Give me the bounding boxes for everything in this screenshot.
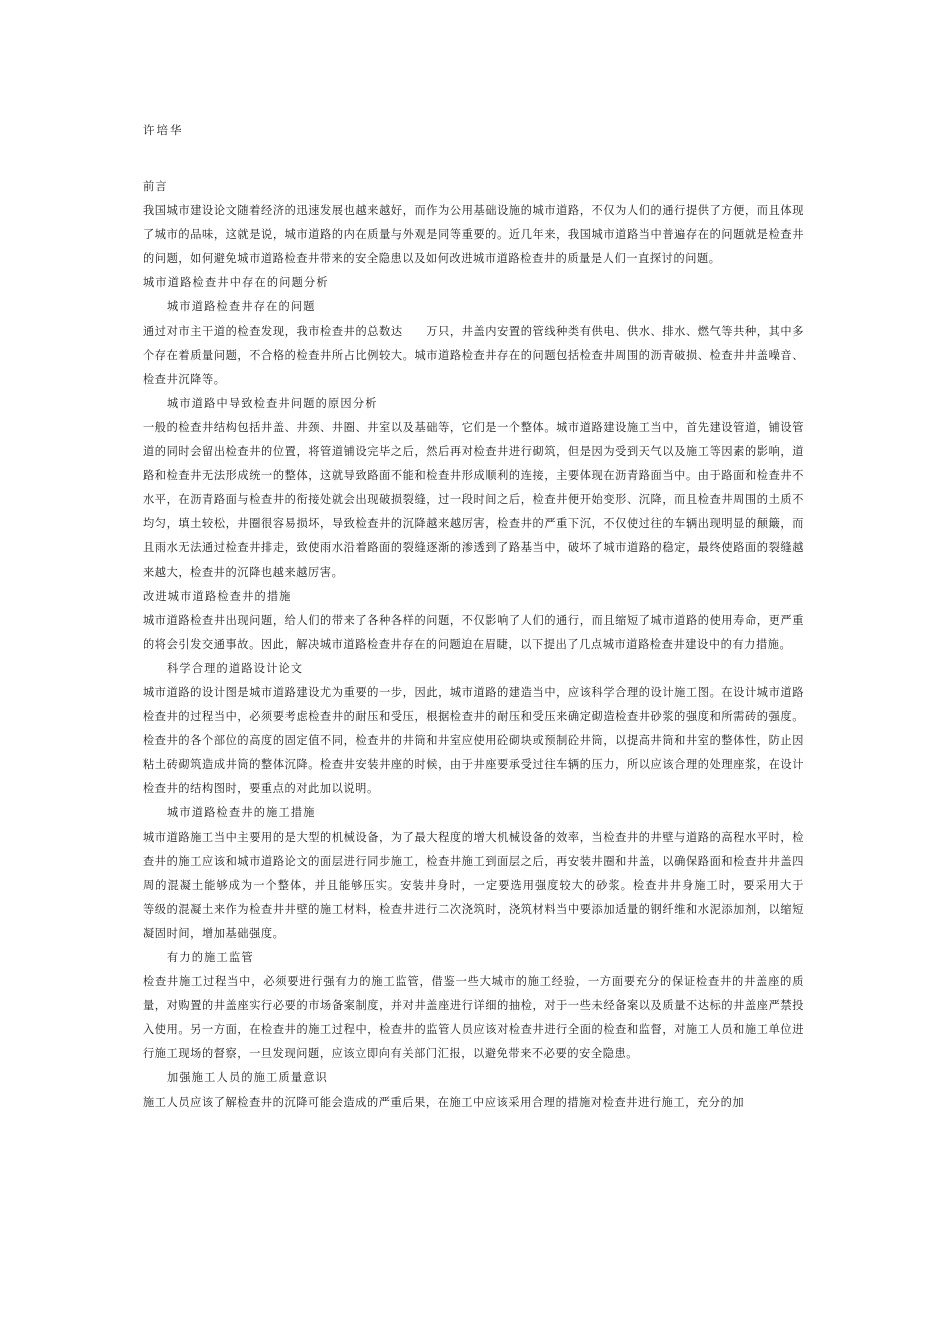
supervision-subheading: 有力的施工监管 [167,951,254,964]
causes-paragraph: 一般的检查井结构包括井盖、井颈、井圈、井室以及基础等，它们是一个整体。城市道路建设施工当中，首先建设管道，铺设管道的同时会留出检查井的位置，将管道铺设完毕之后，然后再对检查井进行砌筑，但是因为受到天气以及施工等因素的影响，道路和检查井无法形成统一的整体，这就导致路面不能和检查井形成顺利的连接，主要体现在沥青路面当中。由于路面和检查井不水平，在沥青路面与检查井的衔接处就会出现破损裂缝，过一段时间之后，检查井便开始变形、沉降，而且检查井周围的土质不均匀，填土较松，井圈很容易损坏，导致检查井的沉降越来越厉害，检查井的严重下沉，不仅使过往的车辆出现明显的颠簸，而且雨水无法通过检查井排走，致使雨水沿着路面的裂缝逐渐的渗透到了路基当中，破坏了城市道路的稳定，最终使路面的裂缝越来越大，检查井的沉降也越来越厉害。 [143,420,804,579]
construction-paragraph: 城市道路施工当中主要用的是大型的机械设备，为了最大程度的增大机械设备的效率，当检查井的井壁与道路的高程水平时，检查井的施工应该和城市道路论文的面层进行同步施工，检查井施工到面层之后，再安装井圈和井盖，以确保路面和检查井井盖四周的混凝土能够成为一个整体，并且能够压实。安装井身时，一定要选用强度较大的砂浆。检查井井身施工时，要采用大于 等级的混凝土来作为检查井井壁的施工材料，检查井进行二次浇筑时，浇筑材料当中要添加适量的钢纤维和水泥添加剂，以缩短凝固时间，增加基础强度。 [143,830,828,940]
measures-heading: 改进城市道路检查井的措施 [143,589,292,603]
awareness-paragraph: 施工人员应该了解检查井的沉降可能会造成的严重后果，在施工中应该采用合理的措施对检查井进行施工，充分的加 [143,1095,745,1109]
awareness-subheading: 加强施工人员的施工质量意识 [167,1071,329,1085]
measures-paragraph: 城市道路检查井出现问题，给人们的带来了各种各样的问题，不仅影响了人们的通行，而且缩短了城市道路的使用寿命，更严重的将会引发交通事故。因此，解决城市道路检查井存在的问题迫在眉睫，以下提出了几点城市道路检查井建设中的有力措施。 [143,613,804,651]
article-body [143,175,828,1115]
analysis-heading: 城市道路检查井中存在的问题分析 [143,276,329,290]
causes-subheading: 城市道路中导致检查井问题的原因分析 [167,396,378,410]
author-name: 许培华 [143,123,184,137]
problems-paragraph: 通过对市主干道的检查发现，我市检查井的总数达 万只，井盖内安置的管线种类有供电、供水、排水、燃气等共种，其中多个存在着质量问题，不合格的检查井所占比例较大。城市道路检查井存在的问题包括检查井周围的沥青破损、检查井井盖噪音、检查井沉降等。 [143,324,804,386]
construction-subheading: 城市道路检查井的施工措施 [167,806,316,820]
supervision-paragraph: 检查井施工过程当中，必须要进行强有力的施工监管，借鉴一些大城市的施工经验，一方面要充分的保证检查井的井盖座的质量，对购置的井盖座实行必要的市场备案制度，并对井盖座进行详细的抽检，对于一些未经备案以及质量不达标的井盖座严禁投入使用。另一方面，在检查井的施工过程中，检查井的监管人员应该对检查井进行全面的检查和监督，对施工人员和施工单位进行施工现场的督察，一旦发现问题，应该立即向有关部门汇报，以避免带来不必要的安全隐患。 [143,975,804,1061]
preface-paragraph: 我国城市建设论文随着经济的迅速发展也越来越好，而作为公用基础设施的城市道路，不仅为人们的通行提供了方便，而且体现了城市的品味，这就是说，城市道路的内在质量与外观是同等重要的。近几年来，我国城市道路当中普遍存在的问题就是检查井的问题，如何避免城市道路检查井带来的安全隐患以及如何改进城市道路检查井的质量是人们一直探讨的问题。 [143,204,804,266]
problems-subheading: 城市道路检查井存在的问题 [167,300,316,314]
design-paragraph: 城市道路的设计图是城市道路建设尤为重要的一步，因此，城市道路的建造当中，应该科学合理的设计施工图。在设计城市道路检查井的过程当中，必须要考虑检查井的耐压和受压，根据检查井的耐压和受压来确定砌造检查井砂浆的强度和所需砖的强度。检查井的各个部位的高度的固定值不同，检查井的井筒和井室应使用砼砌块或预制砼井筒，以提高井筒和井室的整体性，防止因粘土砖砌筑造成井筒的整体沉降。检查井安装井座的时候，由于井座要承受过往车辆的压力，所以应该合理的处理座浆，在设计检查井的结构图时，要重点的对此加以说明。 [143,685,804,796]
preface-heading: 前言 [143,180,168,193]
design-subheading: 科学合理的道路设计论文 [167,661,304,675]
